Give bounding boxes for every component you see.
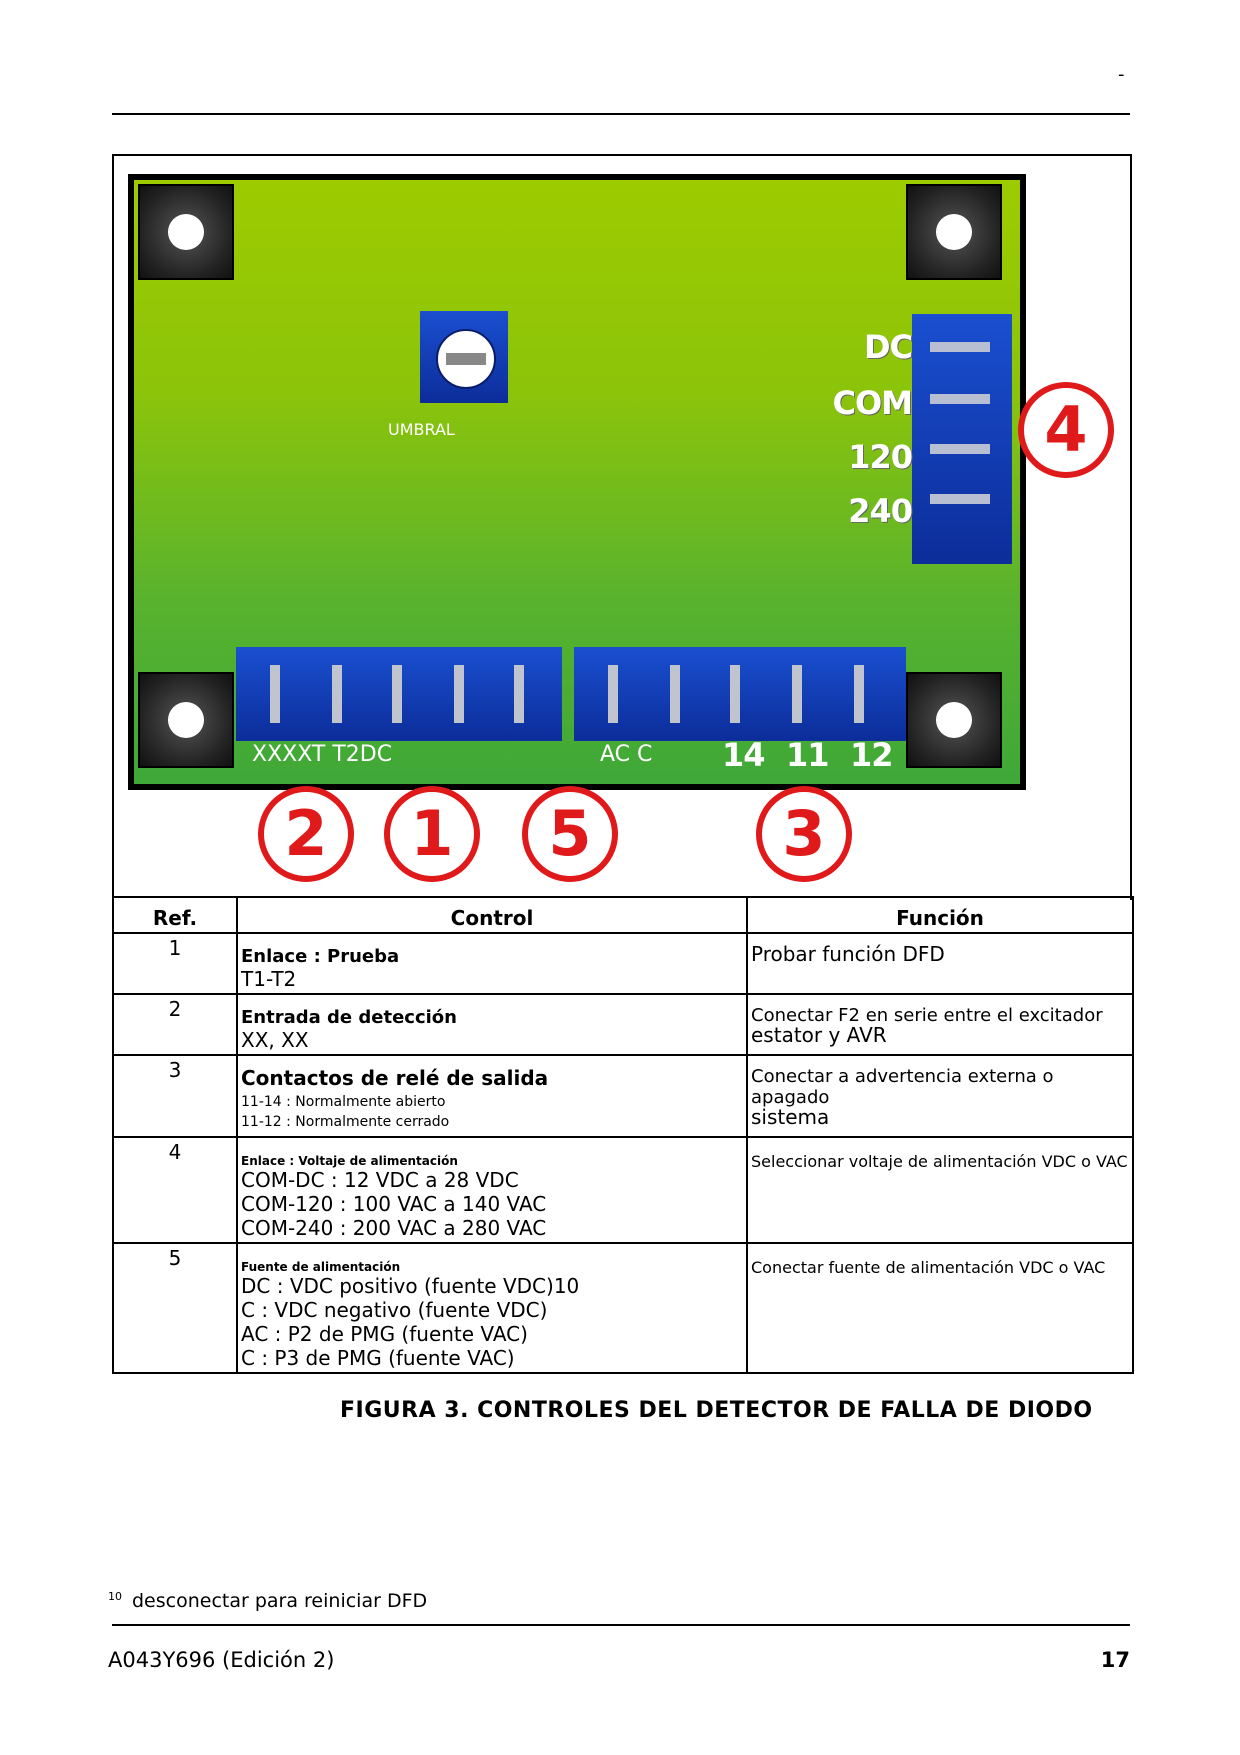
umbral-label: UMBRAL bbox=[388, 420, 455, 439]
table-row bbox=[113, 1243, 1133, 1373]
row-funcion: Seleccionar voltaje de alimentación VDC o VAC bbox=[747, 1137, 1133, 1243]
control-title: Entrada de detección bbox=[241, 1007, 457, 1028]
header-rule bbox=[112, 113, 1130, 115]
page-number: 17 bbox=[1100, 1648, 1130, 1672]
footnote bbox=[108, 1590, 427, 1612]
relay-number-11: 11 bbox=[786, 736, 829, 774]
control-line: DC : VDC positivo (fuente VDC)10 bbox=[241, 1274, 580, 1298]
table-row bbox=[113, 1055, 1133, 1137]
row-funcion bbox=[747, 994, 1133, 1055]
potentiometer-knob-icon bbox=[436, 329, 496, 389]
relay-number-14: 14 bbox=[722, 736, 765, 774]
control-line: COM-DC : 12 VDC a 28 VDC bbox=[241, 1168, 519, 1192]
control-title: Enlace : Voltaje de alimentación bbox=[241, 1154, 458, 1168]
footer-rule bbox=[112, 1624, 1130, 1626]
funcion-line: sistema bbox=[751, 1105, 830, 1129]
row-control bbox=[237, 1243, 747, 1373]
row-control bbox=[237, 1055, 747, 1137]
voltage-label-240: 240 bbox=[848, 492, 912, 530]
mount-hole-bottom-right bbox=[906, 672, 1002, 768]
control-title: Enlace : Prueba bbox=[241, 946, 400, 967]
row-ref: 5 bbox=[113, 1243, 237, 1373]
row-funcion: Probar función DFD bbox=[747, 933, 1133, 994]
terminal-label-right: AC C bbox=[600, 742, 653, 767]
funcion-line: Conectar a advertencia externa o apagado bbox=[751, 1066, 1054, 1108]
control-line: AC : P2 de PMG (fuente VAC) bbox=[241, 1322, 528, 1346]
control-line: 11-12 : Normalmente cerrado bbox=[241, 1114, 450, 1130]
callout-3: 3 bbox=[756, 786, 852, 882]
control-title: Contactos de relé de salida bbox=[241, 1066, 549, 1090]
mount-hole-top-right bbox=[906, 184, 1002, 280]
row-ref: 3 bbox=[113, 1055, 237, 1137]
row-ref: 4 bbox=[113, 1137, 237, 1243]
umbral-potentiometer bbox=[420, 311, 508, 403]
terminal-block-left bbox=[236, 647, 562, 741]
relay-number-12: 12 bbox=[850, 736, 893, 774]
callout-4: 4 bbox=[1018, 382, 1114, 478]
footnote-number: 10 bbox=[108, 1590, 122, 1603]
row-ref: 1 bbox=[113, 933, 237, 994]
callout-5: 5 bbox=[522, 786, 618, 882]
voltage-label-com: COM bbox=[832, 384, 912, 422]
table-row bbox=[113, 933, 1133, 994]
control-line: COM-240 : 200 VAC a 280 VAC bbox=[241, 1216, 547, 1240]
voltage-label-120: 120 bbox=[848, 438, 912, 476]
control-line: C : P3 de PMG (fuente VAC) bbox=[241, 1346, 515, 1370]
header-mark: - bbox=[1118, 64, 1125, 85]
row-control bbox=[237, 933, 747, 994]
row-control bbox=[237, 994, 747, 1055]
table-row bbox=[113, 1137, 1133, 1243]
table-header-row bbox=[113, 897, 1133, 933]
footnote-text: desconectar para reiniciar DFD bbox=[132, 1590, 428, 1612]
control-line: XX, XX bbox=[241, 1028, 309, 1052]
funcion-line: Conectar F2 en serie entre el excitador bbox=[751, 1005, 1103, 1026]
figure-caption: FIGURA 3. CONTROLES DEL DETECTOR DE FALLA DE DIODO bbox=[340, 1398, 1093, 1423]
controls-table bbox=[112, 896, 1134, 1374]
voltage-label-dc: DC bbox=[863, 328, 912, 366]
mount-hole-bottom-left bbox=[138, 672, 234, 768]
funcion-line: estator y AVR bbox=[751, 1023, 887, 1047]
control-line: C : VDC negativo (fuente VDC) bbox=[241, 1298, 548, 1322]
row-funcion: Conectar fuente de alimentación VDC o VAC bbox=[747, 1243, 1133, 1373]
row-control bbox=[237, 1137, 747, 1243]
row-ref: 2 bbox=[113, 994, 237, 1055]
dfd-board bbox=[128, 174, 1026, 790]
document-id: A043Y696 (Edición 2) bbox=[108, 1648, 335, 1672]
table-row bbox=[113, 994, 1133, 1055]
control-title: Fuente de alimentación bbox=[241, 1260, 401, 1274]
header-ref: Ref. bbox=[113, 897, 237, 933]
control-line: T1-T2 bbox=[241, 967, 297, 991]
terminal-label-left: XXXXT T2DC bbox=[252, 742, 393, 767]
mount-hole-top-left bbox=[138, 184, 234, 280]
header-funcion: Función bbox=[747, 897, 1133, 933]
terminal-block-right bbox=[574, 647, 906, 741]
callout-2: 2 bbox=[258, 786, 354, 882]
control-line: 11-14 : Normalmente abierto bbox=[241, 1094, 446, 1110]
header-control: Control bbox=[237, 897, 747, 933]
control-line: COM-120 : 100 VAC a 140 VAC bbox=[241, 1192, 547, 1216]
callout-1: 1 bbox=[384, 786, 480, 882]
voltage-selector-block bbox=[912, 314, 1012, 564]
row-funcion bbox=[747, 1055, 1133, 1137]
